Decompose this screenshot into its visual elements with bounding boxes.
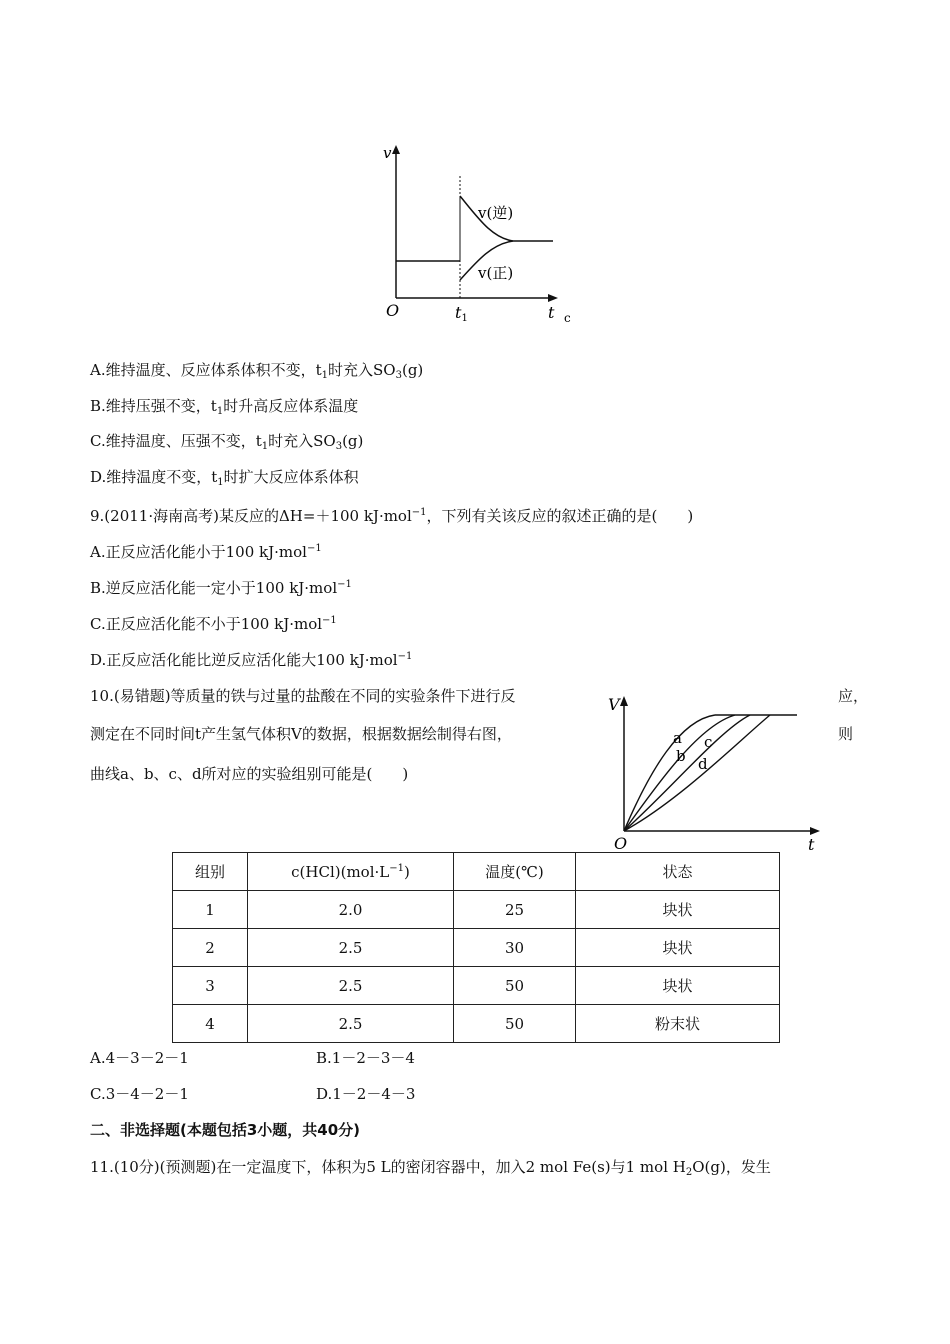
origin-label: O [386,301,400,320]
stray-mark: c [564,311,571,325]
forward-rate-label: v(正) [478,264,514,282]
q8-option-a: A.维持温度、反应体系体积不变，$t_1$时充入$SO_3(g)$ [90,361,424,381]
table-row [173,1005,780,1043]
table-cell: 块状 [576,929,780,967]
table-cell: 块状 [576,891,780,929]
y-axis-label: v [383,144,392,162]
q10-option-d: D.1－2－4－3 [316,1085,416,1103]
table-cell: 2.5 [248,929,454,967]
q9-option-a: A.正反应活化能小于100 kJ·mol$^{-1}$ [90,543,322,561]
q10-line2-end: 则 [838,725,854,743]
table-row [173,929,780,967]
q10-option-a: A.4－3－2－1 [90,1049,189,1067]
q8-option-b: B.维持压强不变，$t_1$时升高反应体系温度 [90,397,359,417]
q10-line1-end: 应， [838,687,869,705]
table-cell: 粉末状 [576,1005,780,1043]
q10-line3: 曲线a、b、c、d所对应的实验组别可能是( ) [90,765,409,783]
q9-option-b: B.逆反应活化能一定小于100 kJ·mol$^{-1}$ [90,579,352,597]
x-axis-label: t [808,835,815,852]
q10-option-c: C.3－4－2－1 [90,1085,189,1103]
curve-a [624,715,715,831]
x-axis-label: t [548,303,555,322]
volume-time-graph [600,690,830,852]
table-cell: 1 [173,891,248,929]
table-cell: 30 [454,929,576,967]
table-cell: 2.0 [248,891,454,929]
table-cell: 50 [454,967,576,1005]
x-axis-arrow [810,827,820,835]
y-axis-arrow [392,145,400,154]
curve-d [624,715,770,831]
header-concentration: $c(HCl)(mol\cdot L^{-1})$ [248,853,454,891]
header-temperature: 温度(℃) [454,853,576,891]
x-axis-arrow [548,294,558,302]
q9-option-d: D.正反应活化能比逆反应活化能大100 kJ·mol$^{-1}$ [90,651,413,669]
table-cell: 2 [173,929,248,967]
table-cell: 3 [173,967,248,1005]
origin-label: O [614,834,628,852]
curve-a-label: a [673,729,682,747]
table-cell: 4 [173,1005,248,1043]
q10-line2: 测定在不同时间t产生氢气体积V的数据，根据数据绘制得右图， [90,725,512,743]
experiment-table [172,852,780,1043]
header-group: 组别 [173,853,248,891]
y-axis-arrow [620,696,628,706]
section-heading: 二、非选择题(本题包括3小题，共40分) [90,1121,361,1139]
curve-c [624,715,750,831]
table-cell: 50 [454,1005,576,1043]
table-cell: 2.5 [248,1005,454,1043]
header-state: 状态 [576,853,780,891]
reverse-rate-label: v(逆) [478,204,514,222]
table-cell: 25 [454,891,576,929]
table-row [173,967,780,1005]
table-cell: 2.5 [248,967,454,1005]
table-row [173,891,780,929]
q9-stem: 9.(2011·海南高考)某反应的ΔH=＋100 kJ·mol$^{-1}$，下列有关该反应的叙述正确的是( ) [90,507,694,525]
y-axis-label: V [608,695,620,714]
q9-option-c: C.正反应活化能不小于100 kJ·mol$^{-1}$ [90,615,337,633]
table-cell: 块状 [576,967,780,1005]
q10-line1: 10.(易错题)等质量的铁与过量的盐酸在不同的实验条件下进行反 [90,687,516,705]
curve-c-label: c [704,733,713,751]
table-header-row [173,853,780,891]
q8-option-d: D.维持温度不变，$t_1$时扩大反应体系体积 [90,468,359,488]
curve-b-label: b [676,747,686,765]
curve-d-label: d [698,755,708,773]
t1-label: t1 [455,303,468,324]
q8-option-c: C.维持温度、压强不变，$t_1$时充入$SO_3(g)$ [90,432,364,452]
q11-stem: 11.(10分)(预测题)在一定温度下，体积为5 L的密闭容器中，加入2 mol Fe(s)与1 mol $H_2O(g)$，发生 [90,1158,771,1178]
q10-option-b: B.1－2－3－4 [316,1049,415,1067]
rate-time-graph [370,140,590,330]
